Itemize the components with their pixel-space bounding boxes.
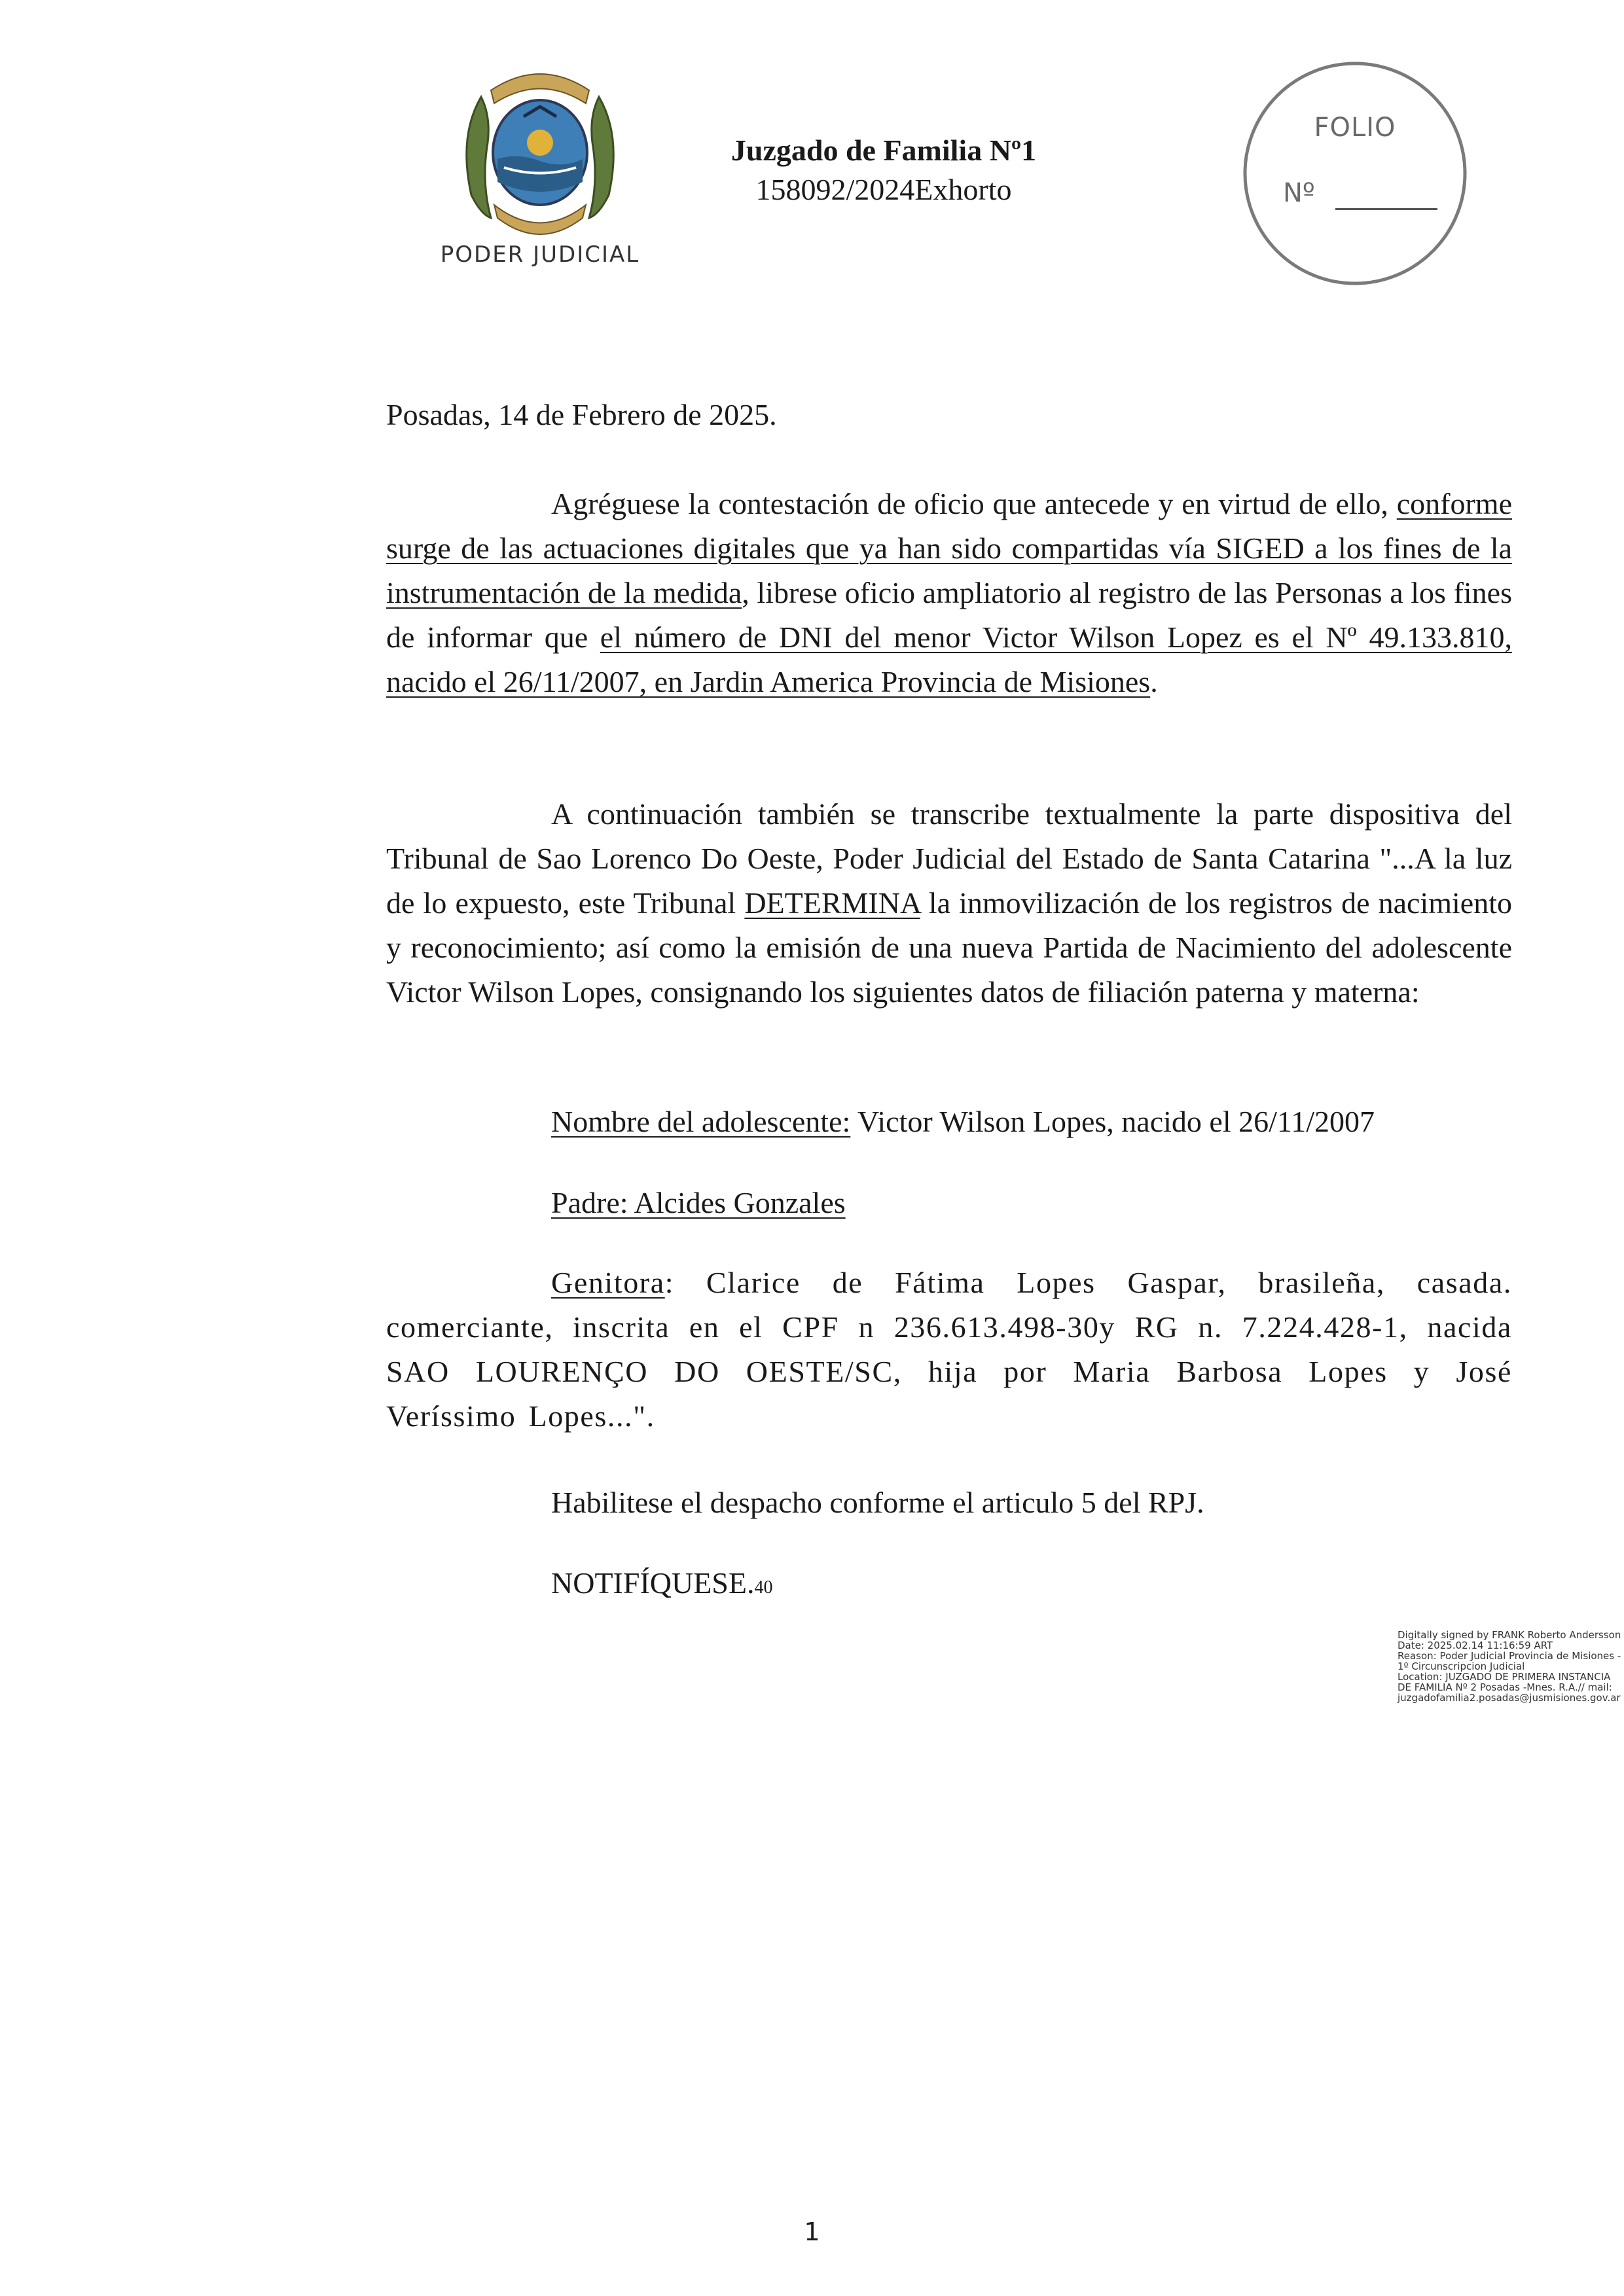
signature-line: Location: JUZGADO DE PRIMERA INSTANCIA <box>1398 1671 1611 1683</box>
folio-stamp <box>1237 59 1473 288</box>
notify-line <box>386 1561 1512 1610</box>
paragraph-2 <box>386 792 1512 1014</box>
father-label: Padre: Alcides Gonzales <box>551 1186 846 1219</box>
page-number: 1 <box>804 2217 820 2246</box>
father-line <box>386 1181 1512 1225</box>
folio-number-label: Nº <box>1283 178 1315 208</box>
poder-judicial-emblem <box>419 51 661 274</box>
enable-line: Habilitese el despacho conforme el articulo 5 del RPJ. <box>551 1486 1204 1519</box>
signature-line: juzgadofamilia2.posadas@jusmisiones.gov.ar <box>1398 1692 1621 1704</box>
paragraph-2-determina: DETERMINA <box>744 886 920 920</box>
mother-paragraph <box>386 1261 1512 1439</box>
mother-value: : Clarice de Fátima Lopes Gaspar, brasileña, casada. comerciante, inscrita en el CPF n 236.613.498-30y RG n. 7.224.428-1, nacida SAO LOURENÇO DO OESTE/SC, hija por Maria Barbosa Lopes y José Veríssimo Lopes...". <box>386 1266 1512 1433</box>
folio-circle <box>1237 59 1473 288</box>
paragraph-1-text-a: Agréguese la contestación de oficio que antecede y en virtud de ello, <box>551 487 1397 520</box>
paragraph-1-underlined-a: conforme surge de las actuaciones digitales que ya han sido compartidas vía SIGED a los fines de la instrumentación de la medida <box>386 487 1512 609</box>
date-line: Posadas, 14 de Febrero de 2025. <box>386 398 777 431</box>
folio-label: FOLIO <box>1314 113 1396 143</box>
signature-line: 1º Circunscripcion Judicial <box>1398 1660 1525 1672</box>
mother-label: Genitora <box>551 1266 665 1299</box>
paragraph-1-underlined-b: el número de DNI del menor Victor Wilson Lopez es el Nº 49.133.810, nacido el 26/11/2007, en Jardin America Provincia de Misiones <box>386 620 1512 698</box>
signature-line: Reason: Poder Judicial Provincia de Misiones - <box>1398 1650 1621 1662</box>
notify-code: 40 <box>754 1577 773 1598</box>
court-name: Juzgado de Familia Nº1 <box>731 134 1037 167</box>
case-number: 158092/2024Exhorto <box>755 173 1012 206</box>
paragraph-2-text-a: A continuación también se transcribe textualmente la parte dispositiva del Tribunal de Sao Lorenco Do Oeste, Poder Judicial del Estado de Santa Catarina "...A la luz de lo expuesto, este Tribunal <box>386 797 1512 920</box>
court-header <box>694 131 1074 209</box>
folio-number-blank <box>1335 208 1437 210</box>
digital-signature <box>1398 1629 1621 1704</box>
paragraph-1 <box>386 482 1512 704</box>
signature-line: Date: 2025.02.14 11:16:59 ART <box>1398 1640 1553 1651</box>
signature-line: DE FAMILIA Nº 2 Posadas -Mnes. R.A.// mail: <box>1398 1681 1612 1693</box>
paragraph-1-text-b: , librese oficio ampliatorio al registro de las Personas a los fines de informar que <box>386 576 1512 654</box>
paragraph-1-text-c: . <box>1150 665 1158 698</box>
signature-line: Digitally signed by FRANK Roberto Andersson <box>1398 1629 1621 1641</box>
minor-line <box>386 1100 1512 1144</box>
institution-text: PODER JUDICIAL <box>440 242 640 268</box>
paragraph-2-text-b: la inmovilización de los registros de nacimiento y reconocimiento; así como la emisión de una nueva Partida de Nacimiento del adolescente Victor Wilson Lopes, consignando los siguientes datos de filiación paterna y materna: <box>386 886 1512 1009</box>
notify-word: NOTIFÍQUESE. <box>551 1566 755 1600</box>
emblem-graphic <box>419 51 661 274</box>
minor-label: Nombre del adolescente: <box>551 1105 851 1138</box>
minor-value: Victor Wilson Lopes, nacido el 26/11/2007 <box>850 1105 1375 1138</box>
